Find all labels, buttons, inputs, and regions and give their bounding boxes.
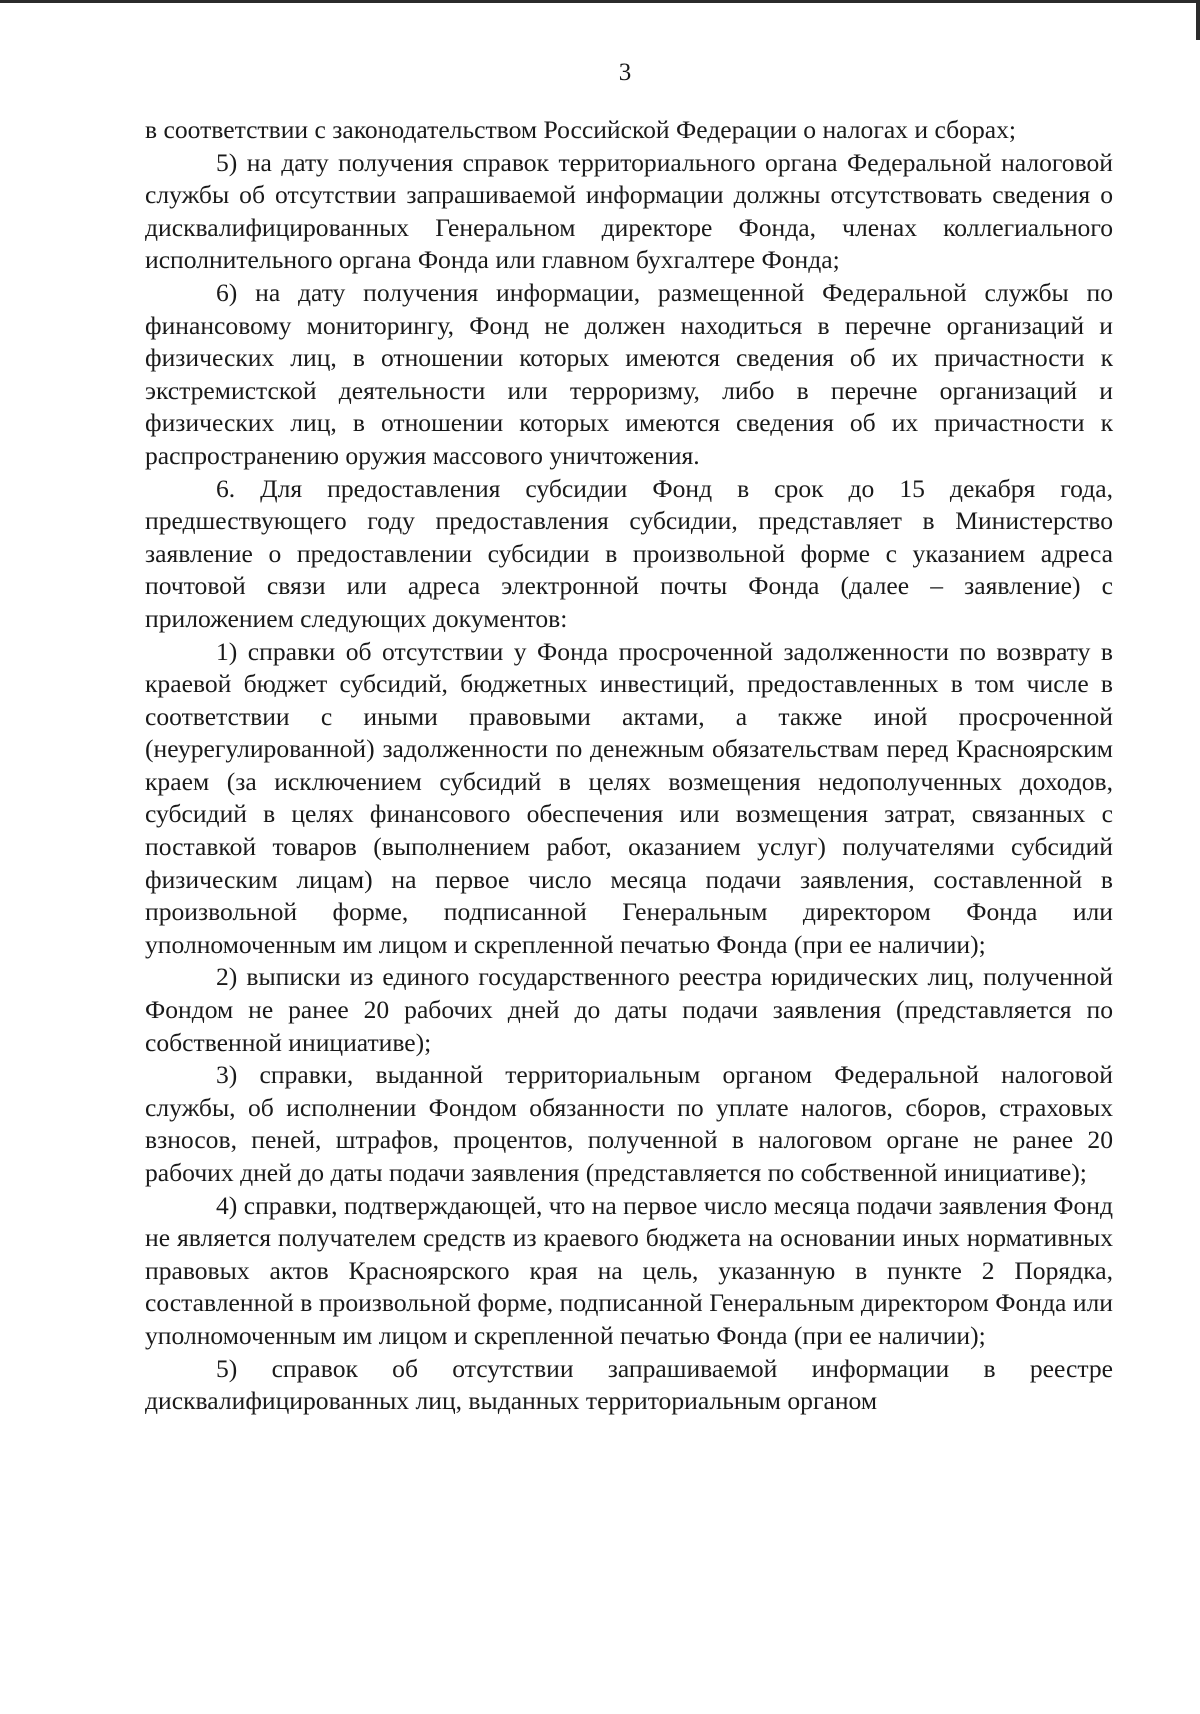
document-body xyxy=(145,114,1113,1418)
paragraph-doc-5: 5) справок об отсутствии запрашиваемой информации в реестре дисквалифицированных лиц, выданных территориальным органом xyxy=(145,1353,1113,1416)
paragraph-item-6: 6) на дату получения информации, размещенной Федеральной службы по финансовому мониторингу, Фонд не должен находиться в перечне организаций и физических лиц, в отношении которых имеются сведения об их причастности к экстремистской деятельности или терроризму, либо в перечне организаций и физических лиц, в отношении которых имеются сведения об их причастности к распространению оружия массового уничтожения. xyxy=(145,277,1113,470)
paragraph-continuation: в соответствии с законодательством Российской Федерации о налогах и сборах; xyxy=(145,115,1017,144)
scan-edge-top xyxy=(0,0,1200,3)
page-number: 3 xyxy=(618,59,632,86)
paragraph-doc-1: 1) справки об отсутствии у Фонда просроченной задолженности по возврату в краевой бюджет субсидий, бюджетных инвестиций, предоставленных в том числе в соответствии с иными правовыми актами, а также иной просроченной (неурегулированной) задолженности по денежным обязательствам перед Красноярским краем (за исключением субсидий в целях возмещения недополученных доходов, субсидий в целях финансового обеспечения или возмещения затрат, связанных с поставкой товаров (выполнением работ, оказанием услуг) получателями субсидий физическим лицам) на первое число месяца подачи заявления, составленной в произвольной форме, подписанной Генеральным директором Фонда или уполномоченным им лицом и скрепленной печатью Фонда (при ее наличии); xyxy=(145,636,1113,959)
paragraph-section-6: 6. Для предоставления субсидии Фонд в срок до 15 декабря года, предшествующего году предоставления субсидии, представляет в Министерство заявление о предоставлении субсидии в произвольной форме с указанием адреса почтовой связи или адреса электронной почты Фонда (далее – заявление) с приложением следующих документов: xyxy=(145,473,1113,633)
paragraph-doc-3: 3) справки, выданной территориальным органом Федеральной налоговой службы, об исполнении Фондом обязанности по уплате налогов, сборов, страховых взносов, пеней, штрафов, процентов, полученной в налоговом органе не ранее 20 рабочих дней до даты подачи заявления (представляется по собственной инициативе); xyxy=(145,1060,1113,1187)
paragraph-doc-4: 4) справки, подтверждающей, что на первое число месяца подачи заявления Фонд не является получателем средств из краевого бюджета на основании иных нормативных правовых актов Красноярского края на цель, указанную в пункте 2 Порядка, составленной в произвольной форме, подписанной Генеральным директором Фонда или уполномоченным им лицом и скрепленной печатью Фонда (при ее наличии); xyxy=(145,1190,1113,1350)
paragraph-doc-2: 2) выписки из единого государственного реестра юридических лиц, полученной Фондом не ранее 20 рабочих дней до даты подачи заявления (представляется по собственной инициативе); xyxy=(145,962,1113,1057)
scan-edge-right xyxy=(1196,0,1200,40)
paragraph-item-5: 5) на дату получения справок территориального органа Федеральной налоговой службы об отсутствии запрашиваемой информации должны отсутствовать сведения о дисквалифицированных Генеральном директоре Фонда, членах коллегиального исполнительного органа Фонда или главном бухгалтере Фонда; xyxy=(145,147,1113,275)
